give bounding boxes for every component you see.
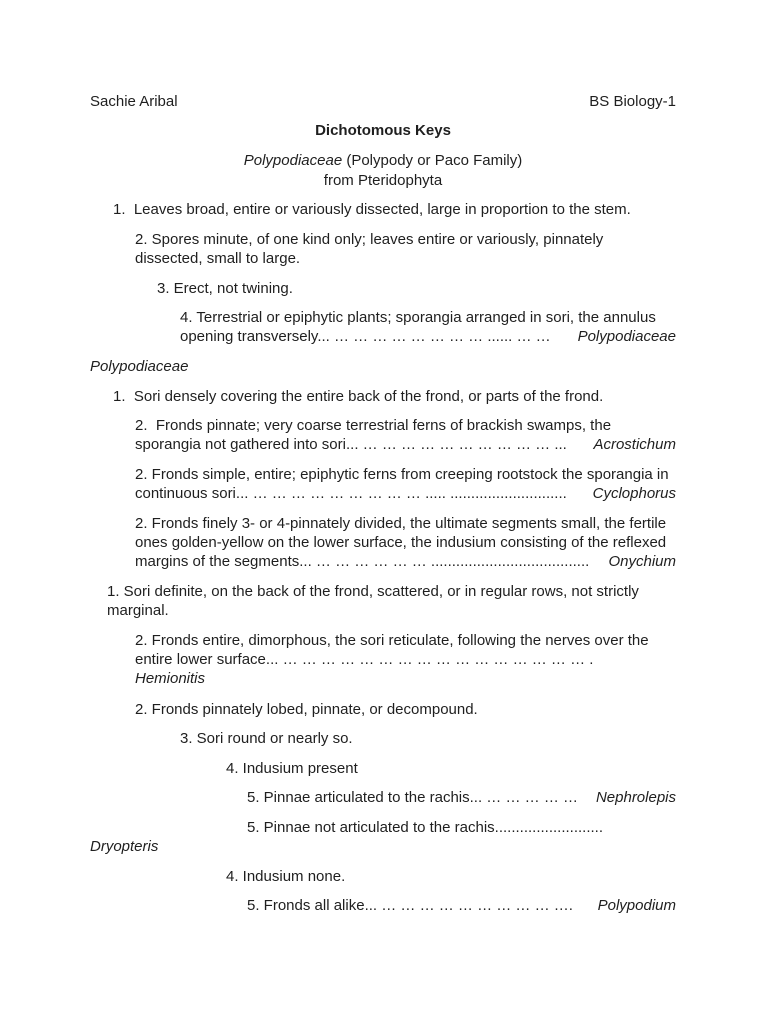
family-common-name: (Polypody or Paco Family)	[346, 152, 523, 169]
dot-leader: ..........................	[494, 819, 604, 836]
result-polypodium: Polypodium	[597, 897, 676, 914]
family-lead-4-line-1: 4. Terrestrial or epiphytic plants; sporangia arranged in sori, the annulus	[180, 309, 656, 326]
genus-key-heading: Polypodiaceae	[90, 358, 189, 375]
genus-lead-2a-result-row	[135, 435, 676, 454]
genus-lead-2c-line-1: 2. Fronds finely 3- or 4-pinnately divided, the ultimate segments small, the fertile	[135, 515, 667, 532]
dot-leader: ... … … … … … … … … … … … … … … … … .	[265, 651, 594, 668]
family-lead-2-line-2: dissected, small to large.	[135, 250, 301, 267]
family-lead-3: 3. Erect, not twining.	[157, 280, 293, 297]
result-acrostichum: Acrostichum	[593, 436, 676, 453]
document-title: Dichotomous Keys	[315, 122, 451, 139]
genus-lead-2d-line-2-row	[135, 650, 593, 669]
genus-lead-5a-group	[247, 788, 578, 807]
division-label: from Pteridophyta	[323, 172, 443, 189]
genus-lead-5a-text: 5. Pinnae articulated to the rachis	[247, 789, 470, 806]
result-onychium: Onychium	[608, 553, 676, 570]
family-lead-2-line-1: 2. Spores minute, of one kind only; leaves entire or variously, pinnately	[135, 231, 604, 248]
genus-lead-4b: 4. Indusium none.	[226, 868, 346, 885]
genus-lead-2e: 2. Fronds pinnately lobed, pinnate, or decompound.	[135, 701, 478, 718]
genus-lead-2d-line-1: 2. Fronds entire, dimorphous, the sori reticulate, following the nerves over the	[135, 632, 649, 649]
genus-lead-2c-result-row	[135, 552, 676, 571]
result-polypodiaceae: Polypodiaceae	[577, 328, 676, 345]
result-cyclophorus: Cyclophorus	[592, 485, 676, 502]
genus-lead-2a-line-1: 2. Fronds pinnate; very coarse terrestrial ferns of brackish swamps, the	[135, 417, 612, 434]
genus-lead-5b-text: 5. Pinnae not articulated to the rachis	[247, 819, 495, 836]
genus-lead-5b-row	[247, 818, 603, 837]
genus-lead-2c-line-3: margins of the segments	[135, 553, 300, 570]
genus-lead-4a: 4. Indusium present	[226, 760, 358, 777]
genus-lead-5a-row	[247, 788, 676, 807]
genus-lead-2a-line-2-group	[135, 435, 567, 454]
family-heading	[90, 151, 676, 170]
genus-lead-5c-group	[247, 896, 573, 915]
genus-lead-1b-line-2: marginal.	[107, 602, 169, 619]
family-lead-4-line-2-group	[180, 327, 551, 346]
result-hemionitis: Hemionitis	[135, 670, 206, 687]
header-row	[90, 92, 676, 111]
family-lead-4-result-row	[180, 327, 676, 346]
dot-leader: ... … … … … …	[469, 789, 578, 806]
family-name: Polypodiaceae	[243, 152, 343, 169]
genus-lead-2c-line-3-group	[135, 552, 589, 571]
dot-leader: ... … … … … … … … … ...... … …	[317, 328, 551, 345]
course-label: BS Biology-1	[589, 93, 676, 110]
genus-lead-2b-line-2-group	[135, 484, 567, 503]
dot-leader: ... … … … … … … … … … ….	[364, 897, 573, 914]
genus-lead-2c-line-2: ones golden-yellow on the lower surface, the indusium consisting of the reflexed	[135, 534, 667, 551]
genus-lead-1a: 1. Sori densely covering the entire back of the frond, or parts of the frond.	[113, 388, 604, 405]
result-nephrolepis: Nephrolepis	[595, 789, 676, 806]
genus-lead-2b-line-2: continuous sori	[135, 485, 236, 502]
genus-lead-1b-line-1: 1. Sori definite, on the back of the frond, scattered, or in regular rows, not strictly	[107, 583, 639, 600]
family-lead-1: 1. Leaves broad, entire or variously dissected, large in proportion to the stem.	[113, 201, 631, 218]
family-lead-4-line-2: opening transversely	[180, 328, 318, 345]
genus-lead-2b-result-row	[135, 484, 676, 503]
dot-leader: ... … … … … … … ......................................	[299, 553, 590, 570]
genus-lead-5c-text: 5. Fronds all alike	[247, 897, 365, 914]
result-dryopteris: Dryopteris	[90, 838, 159, 855]
genus-lead-2b-line-1: 2. Fronds simple, entire; epiphytic ferns from creeping rootstock the sporangia in	[135, 466, 669, 483]
genus-lead-2a-line-2: sporangia not gathered into sori	[135, 436, 346, 453]
author-name: Sachie Aribal	[90, 93, 178, 110]
genus-lead-3a: 3. Sori round or nearly so.	[180, 730, 353, 747]
dot-leader: ... … … … … … … … … … … ...	[345, 436, 567, 453]
genus-lead-2d-line-2: entire lower surface	[135, 651, 266, 668]
genus-lead-5c-row	[247, 896, 676, 915]
dot-leader: ... … … … … … … … … … ..... ............................	[235, 485, 567, 502]
